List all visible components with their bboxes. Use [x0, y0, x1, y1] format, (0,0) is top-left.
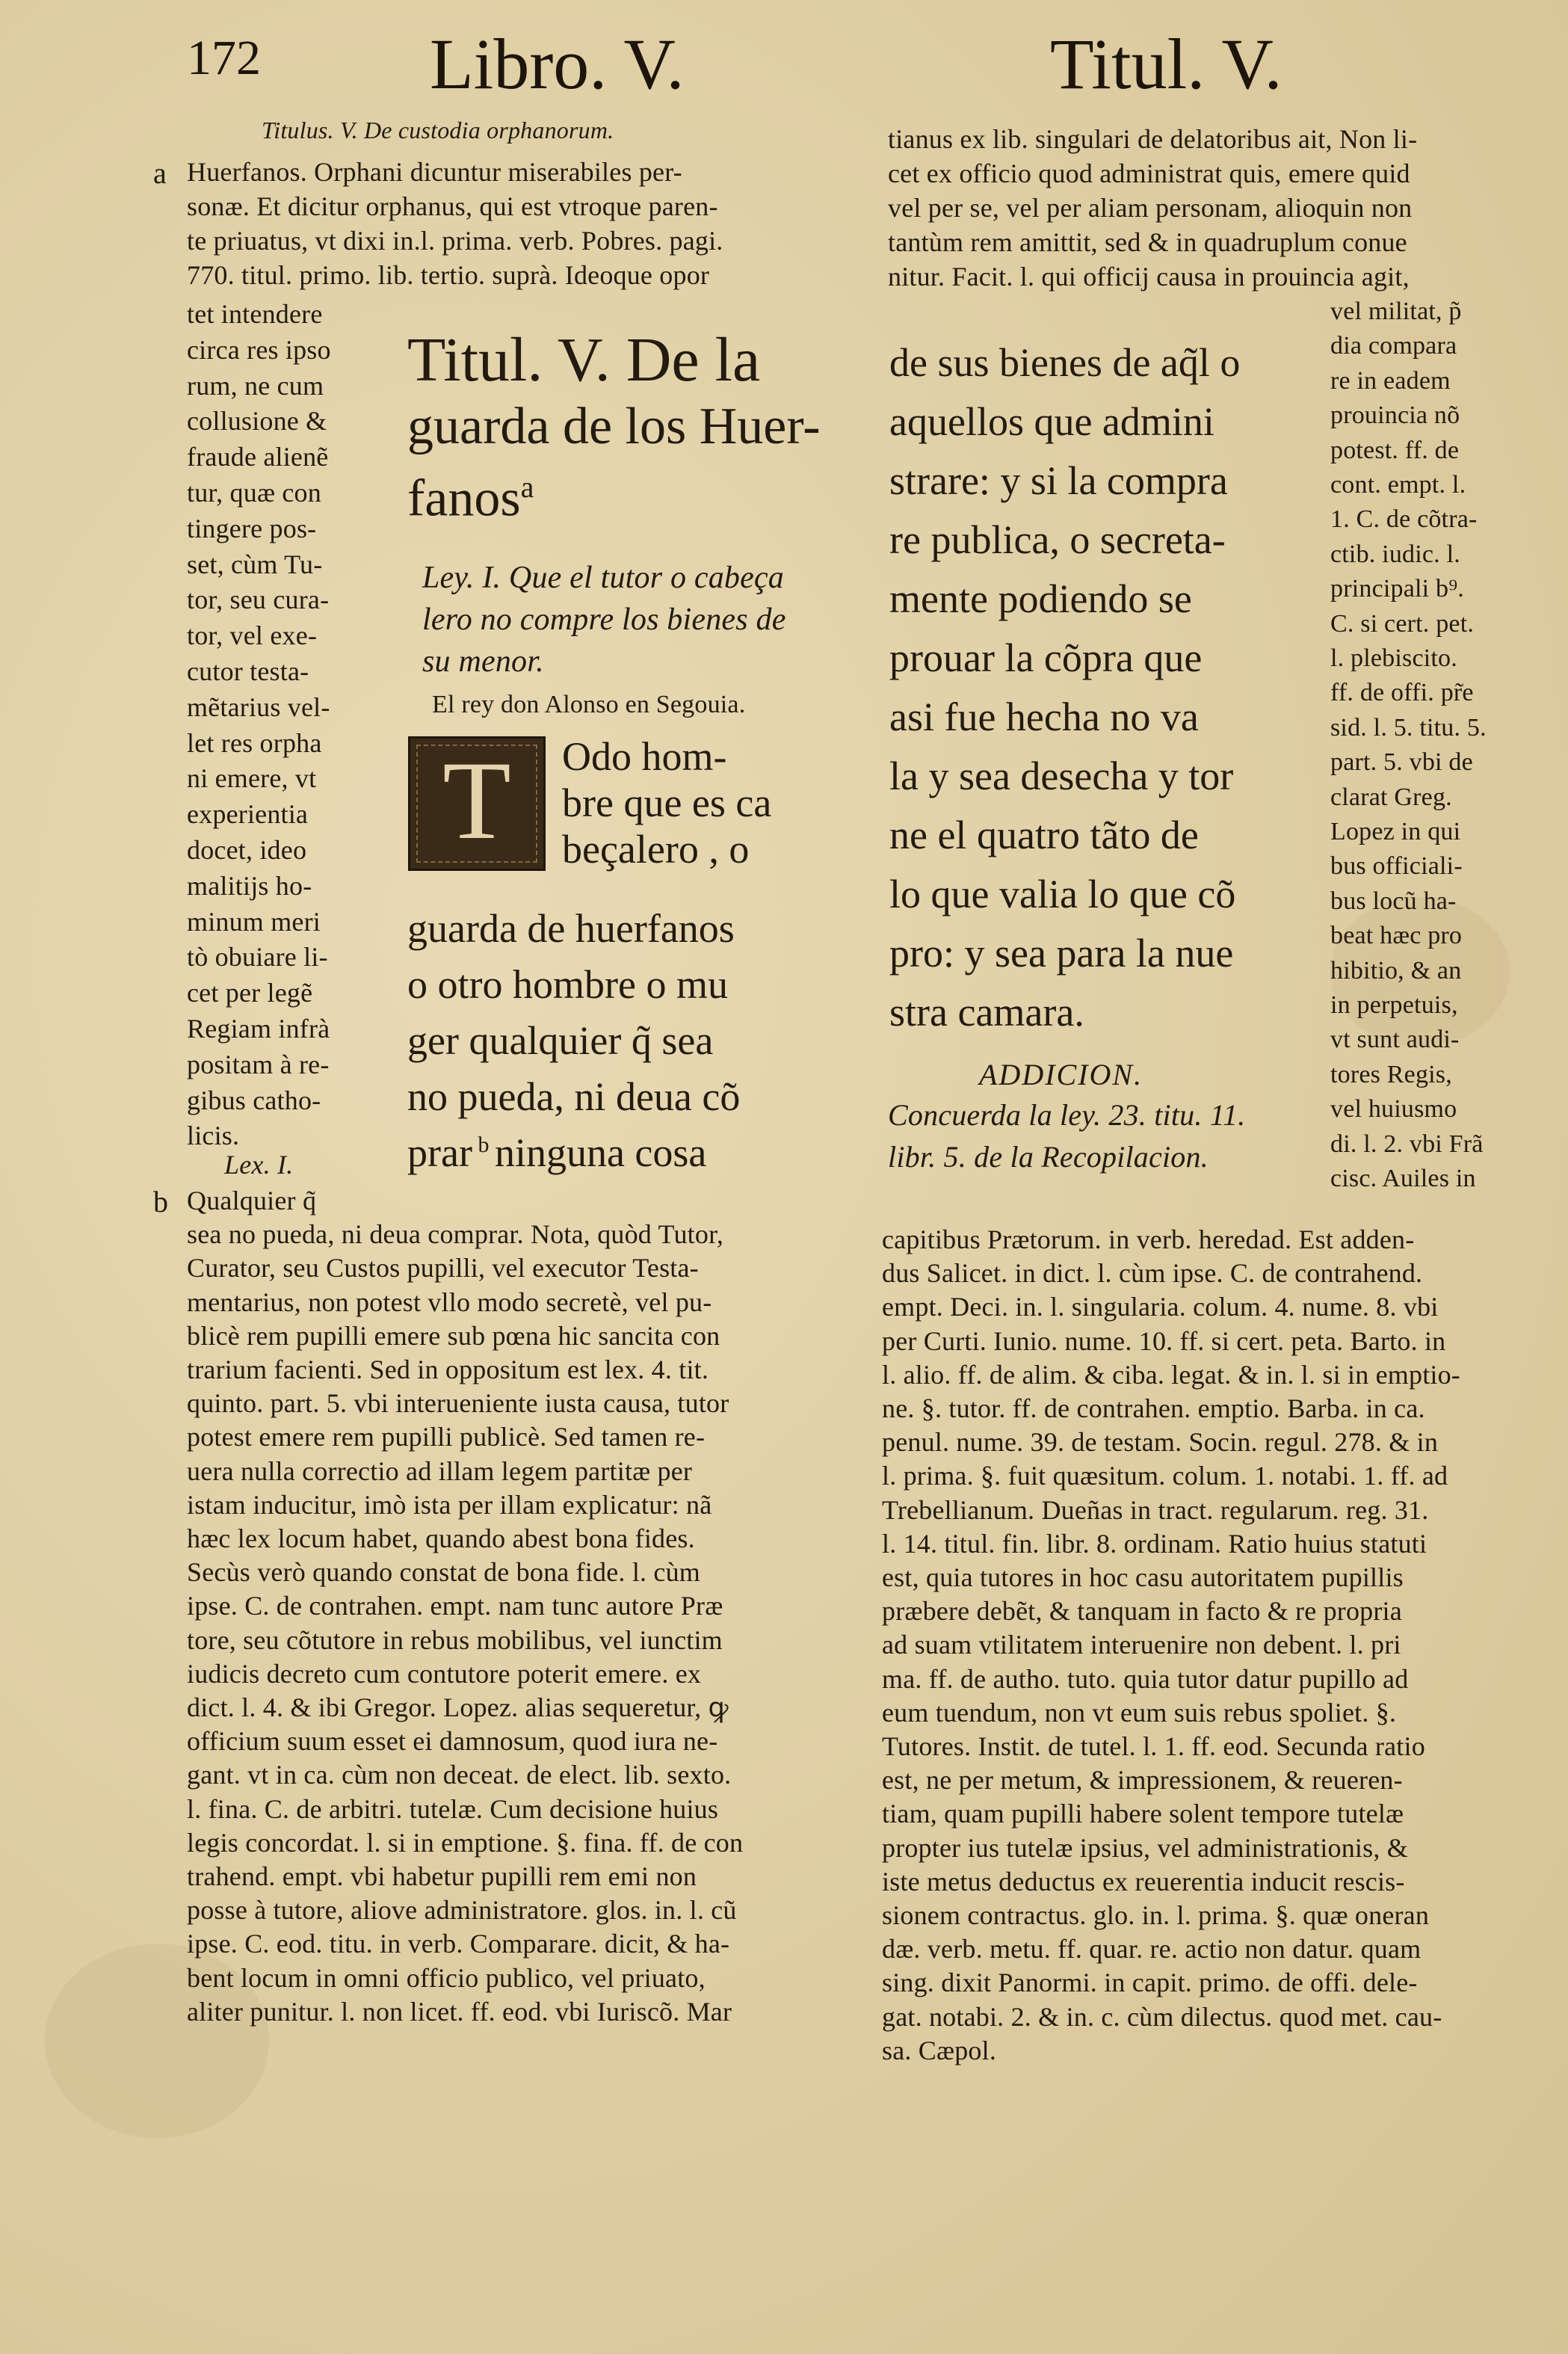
law-line: mente podiendo se [889, 576, 1192, 621]
gloss-line: tor, vel exe- [187, 620, 318, 651]
addicion-line: libr. 5. de la Recopilacion. [888, 1140, 1209, 1174]
gloss-line: uera nulla correctio ad illam legem partitæ per [187, 1455, 693, 1486]
gloss-line: dus Salicet. in dict. l. cùm ipse. C. de contrahend. [882, 1258, 1423, 1289]
lex-reference: Lex. I. [224, 1150, 294, 1180]
gloss-line: aliter punitur. l. non licet. ff. eod. vbi Iuriscõ. Mar [187, 1996, 732, 2027]
gloss-line: docet, ideo [187, 835, 307, 865]
gloss-line: fraude alienẽ [187, 442, 329, 472]
gloss-line: vel per se, vel per aliam personam, alioquin non [888, 193, 1413, 223]
gloss-line: blicè rem pupilli emere sub pœna hic sancita con [187, 1320, 720, 1351]
gloss-line: mẽtarius vel- [187, 691, 330, 722]
gloss-line: mentarius, non potest vllo modo secretè, vel pu- [187, 1287, 712, 1317]
gloss-line: tiam, quam pupilli habere solent tempore tutelæ [882, 1799, 1404, 1829]
gloss-line: vt sunt audi- [1330, 1026, 1460, 1054]
page-number: 172 [187, 31, 261, 85]
gloss-line: principali b⁹. [1330, 575, 1464, 603]
gloss-line: cisc. Auiles in [1330, 1165, 1476, 1192]
decorated-initial [408, 736, 546, 871]
law-line: ne el quatro tãto de [889, 813, 1199, 857]
gloss-line: empt. Deci. in. l. singularia. colum. 4. nume. 8. vbi [882, 1292, 1439, 1322]
gloss-line: cont. empt. l. [1330, 471, 1466, 499]
gloss-line: sea no pueda, ni deua comprar. Nota, quòd Tutor, [187, 1219, 724, 1250]
gloss-line: ni emere, vt [187, 763, 317, 794]
gloss-line: re in eadem [1330, 366, 1451, 395]
gloss-line: sionem contractus. glo. in. l. prima. §. quæ oneran [882, 1900, 1430, 1930]
gloss-line: in perpetuis, [1330, 991, 1458, 1019]
law-line: ger qualquier q̃ sea [407, 1018, 714, 1063]
gloss-line: positam à re- [187, 1049, 330, 1079]
gloss-line: gibus catho- [187, 1085, 321, 1115]
gloss-line: di. l. 2. vbi Frã [1330, 1130, 1484, 1158]
gloss-line: Curator, seu Custos pupilli, vel executor Testa- [187, 1253, 699, 1284]
gloss-line: C. si cert. pet. [1330, 609, 1475, 638]
gloss-line: bus officiali- [1330, 852, 1463, 881]
gloss-line: est, quia tutores in hoc casu autoritatem pupillis [882, 1562, 1404, 1592]
gloss-line: dict. l. 4. & ibi Gregor. Lopez. alias sequeretur, ꝙ [187, 1692, 729, 1722]
law-line: beçalero , o [562, 827, 750, 872]
gloss-line: hibitio, & an [1330, 956, 1462, 985]
gloss-line: per Curti. Iunio. nume. 10. ff. si cert. peta. Barto. in [882, 1325, 1446, 1356]
gloss-line: vel militat, p̃ [1330, 298, 1462, 325]
gloss-line: l. plebiscito. [1330, 644, 1457, 672]
gloss-line: gant. vt in ca. cùm non deceat. de elect. lib. sexto. [187, 1760, 732, 1790]
law-line: asi fue hecha no va [889, 694, 1199, 739]
gloss-line: rum, ne cum [187, 370, 324, 401]
gloss-line: clarat Greg. [1330, 783, 1452, 811]
law-line: Odo hom- [562, 734, 727, 779]
ley-line: Ley. I. Que el tutor o cabeça [422, 561, 785, 595]
gloss-line: quinto. part. 5. vbi interueniente iusta causa, tutor [187, 1388, 729, 1419]
law-line: prar $^b$ ninguna cosa [407, 1130, 707, 1175]
gloss-line: potest emere rem pupilli publicè. Sed tamen re- [187, 1422, 706, 1452]
gloss-line: l. 14. titul. fin. libr. 8. ordinam. Ratio huius statuti [882, 1528, 1427, 1559]
addicion-title: ADDICION. [979, 1058, 1143, 1091]
gloss-line: ipse. C. de contrahen. empt. nam tunc autore Præ [187, 1591, 723, 1621]
gloss-line: circa res ipso [187, 334, 331, 365]
law-line: strare: y si la compra [889, 458, 1228, 503]
note-marker-b: b [153, 1185, 168, 1218]
gloss-line: l. alio. ff. de alim. & ciba. legat. & in. l. si in emptio- [882, 1359, 1460, 1390]
gloss-line: dæ. verb. metu. ff. quar. re. actio non datur. quam [882, 1934, 1422, 1965]
footnote-mark: b [472, 1133, 495, 1157]
gloss-line: hæc lex locum habet, quando abest bona fides. [187, 1523, 695, 1553]
gloss-line: trarium facienti. Sed in oppositum est lex. 4. tit. [187, 1355, 709, 1384]
gloss-line: tores Regis, [1330, 1060, 1452, 1088]
gloss-line: ff. de offi. pr̃e [1330, 679, 1474, 707]
gloss-line: Huerfanos. Orphani dicuntur miserabiles per- [187, 157, 682, 187]
gloss-line: part. 5. vbi de [1330, 748, 1473, 777]
gloss-line: gat. notabi. 2. & in. c. cùm dilectus. quod met. cau- [882, 2001, 1442, 2032]
gloss-line: propter ius tutelæ ipsius, vel administrationis, & [882, 1832, 1408, 1863]
law-line: prouar la cõpra que [889, 635, 1203, 680]
gloss-line: 1. C. de cõtra- [1330, 505, 1478, 534]
law-line-tail: ninguna cosa [494, 1130, 707, 1175]
gloss-line: Regiam infrà [187, 1014, 330, 1044]
gloss-line: Lopez in qui [1330, 818, 1461, 845]
gloss-line: tianus ex lib. singulari de delatoribus ait, Non li- [888, 124, 1418, 154]
gloss-line: sing. dixit Panormi. in capit. primo. de offi. dele- [882, 1968, 1418, 1998]
law-line: no pueda, ni deua cõ [407, 1074, 741, 1119]
gloss-line: iste metus deductus ex reuerentia inducit rescis- [882, 1866, 1405, 1897]
ley-line: su menor. [422, 644, 544, 679]
gloss-line: licis. [187, 1121, 240, 1151]
gloss-line: sa. Cæpol. [882, 2035, 997, 2065]
ley-line: lero no compre los bienes de [422, 603, 786, 637]
law-line: la y sea desecha y tor [889, 754, 1234, 798]
gloss-line: te priuatus, vt dixi in.l. prima. verb. Pobres. pagi. [187, 226, 723, 256]
gloss-caption: Titulus. V. De custodia orphanorum. [262, 117, 614, 144]
gloss-line: ctib. iudic. l. [1330, 540, 1460, 568]
gloss-line: est, ne per metum, & impressionem, & reueren- [882, 1765, 1403, 1796]
gloss-line: ad suam vtilitatem interuenire non debent. l. pri [882, 1630, 1401, 1660]
gloss-line: posse à tutore, aliove administratore. glos. in. l. cũ [187, 1895, 737, 1926]
gloss-line: capitibus Prætorum. in verb. heredad. Est adden- [882, 1224, 1415, 1254]
gloss-line: l. fina. C. de arbitri. tutelæ. Cum decisione huius [187, 1793, 719, 1824]
running-title-right: Titul. V. [1050, 24, 1283, 104]
law-line: stra camara. [889, 990, 1084, 1035]
note-marker-a: a [153, 156, 167, 190]
gloss-line: tor, seu cura- [187, 585, 330, 615]
gloss-line: bus locũ ha- [1330, 887, 1457, 915]
gloss-line: cet per legẽ [187, 978, 313, 1008]
gloss-line: vel huiusmo [1330, 1095, 1457, 1124]
gloss-line: penul. nume. 39. de testam. Socin. regul. 278. & in [882, 1427, 1439, 1458]
gloss-line: Trebellianum. Dueñas in tract. regularum. reg. 31. [882, 1494, 1429, 1525]
gloss-line: tore, seu cõtutore in rebus mobilibus, vel iunctim [187, 1624, 723, 1655]
gloss-line: ipse. C. eod. titu. in verb. Comparare. dicit, & ha- [187, 1929, 730, 1959]
gloss-line: minum meri [187, 906, 321, 937]
running-title-left: Libro. V. [430, 24, 685, 104]
gloss-line: malitijs ho- [187, 870, 312, 901]
heading-line: fanos$^a$ [407, 469, 534, 528]
gloss-line: potest. ff. de [1330, 436, 1460, 464]
gloss-line: præbere debẽt, & tanquam in facto & re propria [882, 1596, 1402, 1627]
law-line: guarda de huerfanos [407, 906, 735, 951]
gloss-line: tingere pos- [187, 513, 317, 543]
law-line: aquellos que admini [889, 399, 1214, 444]
law-line: bre que es ca [562, 780, 772, 825]
gloss-line: tò obuiare li- [187, 942, 328, 973]
gloss-line: ma. ff. de autho. tuto. quia tutor datur pupillo ad [882, 1663, 1409, 1694]
gloss-line: Qualquier q̃ [187, 1186, 317, 1215]
footnote-mark: a [520, 470, 534, 504]
law-line: de sus bienes de aq̃l o [889, 340, 1241, 385]
law-line: re publica, o secreta- [889, 517, 1226, 562]
heading-line: Titul. V. De la [407, 325, 761, 395]
gloss-line: set, cùm Tu- [187, 549, 323, 579]
gloss-line: tet intendere [187, 299, 323, 329]
initial-letter: T [442, 739, 511, 863]
law-line: lo que valia lo que cõ [889, 872, 1236, 916]
gloss-line: let res orpha [187, 727, 322, 758]
gloss-line: bent locum in omni officio publico, vel priuato, [187, 1962, 706, 1993]
gloss-line: trahend. empt. vbi habetur pupilli rem emi non [187, 1861, 697, 1891]
gloss-line: Secùs verò quando constat de bona fide. l. cùm [187, 1557, 701, 1588]
gloss-line: dia compara [1330, 332, 1457, 360]
gloss-line: cet ex officio quod administrat quis, emere quid [888, 158, 1410, 188]
gloss-line: collusione & [187, 406, 327, 437]
gloss-line: 770. titul. primo. lib. tertio. suprà. Ideoque opor [187, 260, 710, 290]
gloss-line: eum tuendum, non vt eum suis rebus spoliet. §. [882, 1697, 1397, 1728]
gloss-line: experientia [187, 799, 309, 830]
gloss-line: tur, quæ con [187, 478, 321, 508]
gloss-line: sid. l. 5. titu. 5. [1330, 713, 1487, 742]
gloss-line: l. prima. §. fuit quæsitum. colum. 1. notabi. 1. ff. ad [882, 1461, 1448, 1491]
rey-line: El rey don Alonso en Segouia. [432, 691, 746, 718]
gloss-line: prouincia nõ [1330, 401, 1460, 430]
gloss-line: sonæ. Et dicitur orphanus, qui est vtroque paren- [187, 191, 718, 221]
gloss-line: legis concordat. l. si in emptione. §. fina. ff. de con [187, 1827, 744, 1858]
gloss-line: Tutores. Instit. de tutel. l. 1. ff. eod. Secunda ratio [882, 1731, 1425, 1761]
gloss-line: iudicis decreto cum contutore poterit emere. ex [187, 1658, 702, 1689]
addicion-line: Concuerda la ley. 23. titu. 11. [888, 1098, 1246, 1132]
heading-line: guarda de los Huer- [407, 398, 821, 455]
gloss-line: officium suum esset ei damnosum, quod iura ne- [187, 1726, 718, 1757]
law-line: o otro hombre o mu [407, 962, 728, 1007]
gloss-line: nitur. Facit. l. qui officij causa in prouincia agit, [888, 262, 1410, 292]
gloss-line: istam inducitur, imò ista per illam explicatur: nã [187, 1489, 712, 1520]
gloss-line: beat hæc pro [1330, 922, 1463, 950]
gloss-line: ne. §. tutor. ff. de contrahen. emptio. Barba. in ca. [882, 1393, 1425, 1423]
law-line: pro: y sea para la nue [889, 931, 1234, 976]
gloss-line: cutor testa- [187, 656, 309, 686]
gloss-line: tantùm rem amittit, sed & in quadruplum conue [888, 227, 1407, 257]
